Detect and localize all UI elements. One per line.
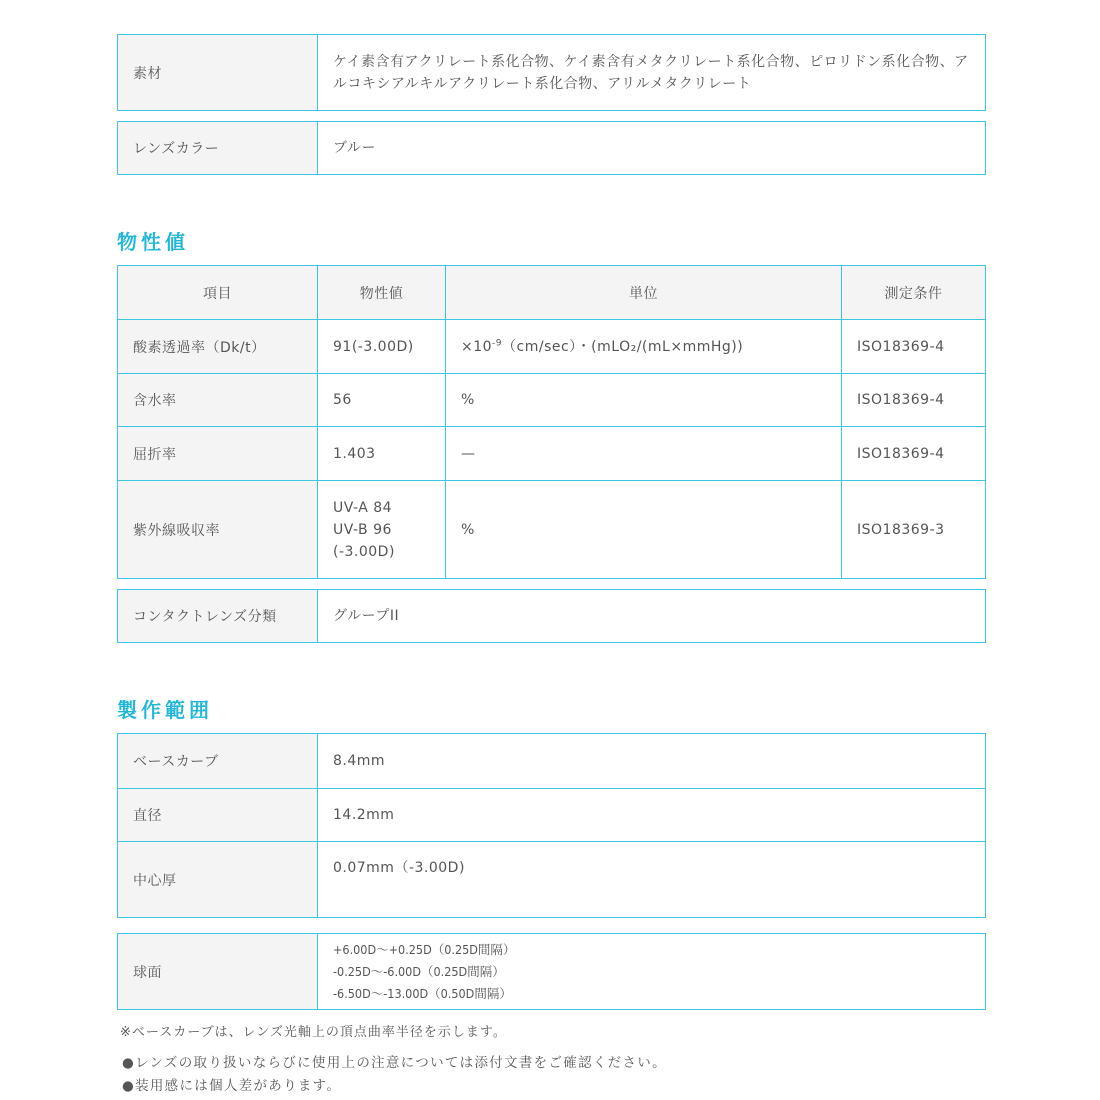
material-value: ケイ素含有アクリレート系化合物、ケイ素含有メタクリレート系化合物、ピロリドン系化合物、アルコキシアルキルアクリレート系化合物、アリルメタクリレート xyxy=(318,35,986,111)
row-unit: — xyxy=(446,427,842,481)
row-item: 紫外線吸収率 xyxy=(118,481,318,579)
range-title: 製作範囲 xyxy=(117,698,213,722)
properties-title: 物性値 xyxy=(117,230,189,254)
base-curve-value: 8.4mm xyxy=(318,734,986,789)
sphere-label: 球面 xyxy=(118,934,318,1010)
lens-color-label: レンズカラー xyxy=(118,122,318,175)
row-value xyxy=(318,481,446,579)
header-value: 物性値 xyxy=(318,266,446,320)
row-item: 屈折率 xyxy=(118,427,318,481)
sphere-range-3: -6.50D〜-13.00D（0.50D間隔） xyxy=(333,985,512,1001)
center-thickness-value: 0.07mm（-3.00D) xyxy=(318,842,986,918)
sphere-row xyxy=(118,934,986,1010)
row-condition: ISO18369-4 xyxy=(842,374,986,427)
unit-rest: （cm/sec）・(mLO₂/(mL×mmHg)) xyxy=(502,338,744,355)
table-row xyxy=(118,789,986,842)
properties-header-row xyxy=(118,266,986,320)
row-condition: ISO18369-3 xyxy=(842,481,986,579)
material-table xyxy=(117,34,986,111)
table-row xyxy=(118,374,986,427)
row-unit: % xyxy=(446,374,842,427)
sphere-table xyxy=(117,933,986,1010)
sphere-range-2: -0.25D〜-6.00D（0.25D間隔） xyxy=(333,963,505,979)
classification-value: グループII xyxy=(318,590,986,643)
classification-label: コンタクトレンズ分類 xyxy=(118,590,318,643)
row-value: 1.403 xyxy=(318,427,446,481)
table-row xyxy=(118,734,986,789)
classification-table xyxy=(117,589,986,643)
diameter-label: 直径 xyxy=(118,789,318,842)
material-label: 素材 xyxy=(118,35,318,111)
row-item: 含水率 xyxy=(118,374,318,427)
material-row xyxy=(118,35,986,111)
classification-row xyxy=(118,590,986,643)
base-curve-note: ※ベースカーブは、レンズ光軸上の頂点曲率半径を示します。 xyxy=(120,1025,507,1040)
range-table xyxy=(117,733,986,918)
uv-condition-note: (-3.00D) xyxy=(333,543,395,560)
row-condition: ISO18369-4 xyxy=(842,320,986,374)
header-condition: 測定条件 xyxy=(842,266,986,320)
row-condition: ISO18369-4 xyxy=(842,427,986,481)
table-row xyxy=(118,427,986,481)
row-unit: % xyxy=(446,481,842,579)
lens-color-row xyxy=(118,122,986,175)
row-value: 56 xyxy=(318,374,446,427)
table-row xyxy=(118,320,986,374)
uva-value: UV-A 84 xyxy=(333,499,393,516)
table-row xyxy=(118,481,986,579)
uvb-value: UV-B 96 xyxy=(333,521,392,538)
handling-note: ●レンズの取り扱いならびに使用上の注意については添付文書をご確認ください。 xyxy=(122,1055,667,1071)
row-value: 91(-3.00D) xyxy=(318,320,446,374)
header-item: 項目 xyxy=(118,266,318,320)
row-unit xyxy=(446,320,842,374)
table-row xyxy=(118,842,986,918)
base-curve-label: ベースカーブ xyxy=(118,734,318,789)
lens-color-table xyxy=(117,121,986,175)
sphere-range-1: +6.00D〜+0.25D（0.25D間隔） xyxy=(333,941,516,957)
unit-prefix: ×10 xyxy=(461,338,493,355)
lens-color-value: ブルー xyxy=(318,122,986,175)
row-item: 酸素透過率（Dk/t） xyxy=(118,320,318,374)
center-thickness-label: 中心厚 xyxy=(118,842,318,918)
sphere-values xyxy=(318,934,986,1010)
comfort-note: ●装用感には個人差があります。 xyxy=(122,1078,342,1094)
unit-exponent: -9 xyxy=(492,337,503,348)
diameter-value: 14.2mm xyxy=(318,789,986,842)
properties-table xyxy=(117,265,986,579)
header-unit: 単位 xyxy=(446,266,842,320)
